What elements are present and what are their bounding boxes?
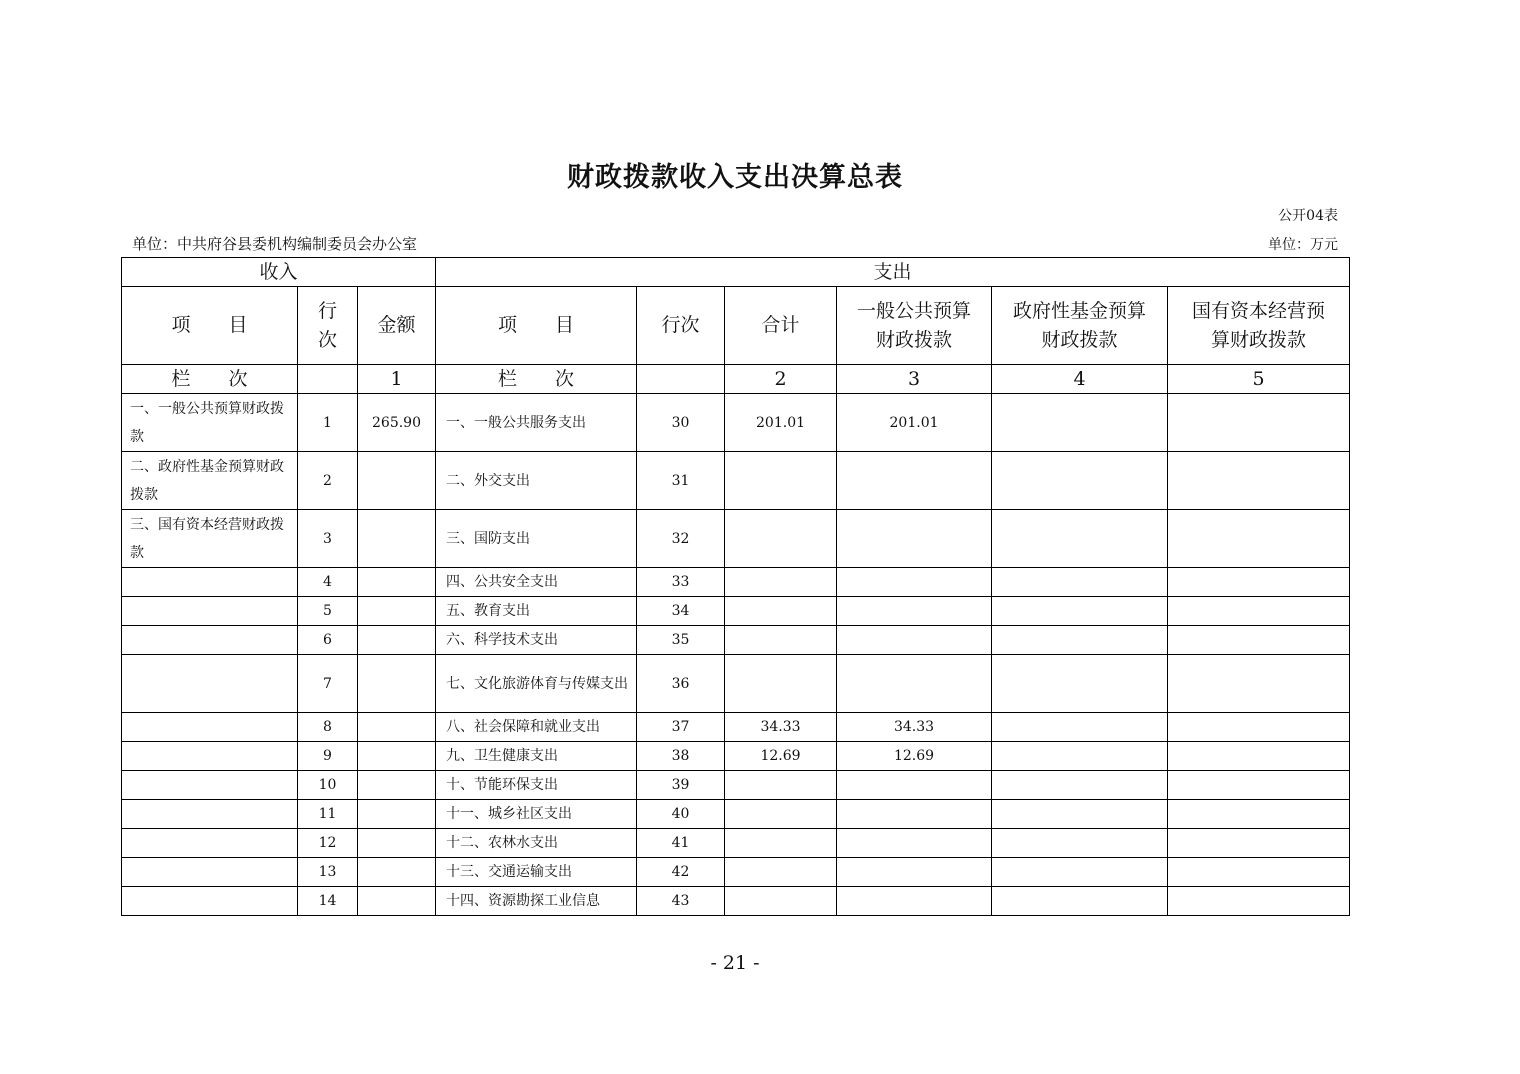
income-row-no-cell: 1 (298, 394, 358, 452)
income-amount-cell (358, 597, 436, 626)
general-budget-cell (837, 655, 992, 713)
table-row (122, 655, 1350, 713)
header-income-row-no-label: 行 次 (317, 299, 337, 351)
col-1: 1 (358, 365, 436, 394)
income-amount-cell (358, 626, 436, 655)
gov-fund-cell (992, 568, 1168, 597)
table-row (122, 713, 1350, 742)
income-amount-cell (358, 800, 436, 829)
state-capital-cell (1168, 655, 1350, 713)
expense-item-cell: 五、教育支出 (436, 597, 637, 626)
gov-fund-cell (992, 655, 1168, 713)
gov-fund-cell (992, 394, 1168, 452)
table-row (122, 771, 1350, 800)
income-amount-cell (358, 771, 436, 800)
state-capital-cell (1168, 742, 1350, 771)
expense-row-no-cell: 43 (637, 887, 725, 916)
total-cell (725, 829, 837, 858)
total-cell (725, 510, 837, 568)
header-total: 合计 (725, 287, 837, 365)
col-4: 4 (992, 365, 1168, 394)
income-amount-cell (358, 713, 436, 742)
income-row-no-cell: 11 (298, 800, 358, 829)
expense-row-no-cell: 36 (637, 655, 725, 713)
expense-row-no-cell: 32 (637, 510, 725, 568)
table-row (122, 597, 1350, 626)
expense-item-cell: 七、文化旅游体育与传媒支出 (436, 655, 637, 713)
table-row (122, 394, 1350, 452)
table-row (122, 626, 1350, 655)
col-label-income: 栏 次 (122, 365, 298, 394)
income-row-no-cell: 14 (298, 887, 358, 916)
total-cell: 201.01 (725, 394, 837, 452)
total-cell (725, 655, 837, 713)
income-amount-cell (358, 568, 436, 597)
col-label-expense: 栏 次 (436, 365, 637, 394)
income-amount-cell (358, 887, 436, 916)
header-state-capital-label: 国有资本经营预 算财政拨款 (1192, 299, 1326, 351)
expense-item-cell: 十三、交通运输支出 (436, 858, 637, 887)
table-row (122, 829, 1350, 858)
state-capital-cell (1168, 394, 1350, 452)
general-budget-cell (837, 568, 992, 597)
unit-currency: 单位：万元 (1268, 237, 1338, 253)
income-row-no-cell: 2 (298, 452, 358, 510)
income-amount-cell (358, 829, 436, 858)
general-budget-cell: 12.69 (837, 742, 992, 771)
income-item-cell: 二、政府性基金预算财政拨款 (122, 452, 298, 510)
general-budget-cell (837, 771, 992, 800)
table-row (122, 510, 1350, 568)
appropriation-table (121, 257, 1350, 916)
header-general-budget (837, 287, 992, 365)
general-budget-cell (837, 800, 992, 829)
col-3: 3 (837, 365, 992, 394)
expense-row-no-cell: 30 (637, 394, 725, 452)
state-capital-cell (1168, 452, 1350, 510)
income-item-cell: 一、一般公共预算财政拨款 (122, 394, 298, 452)
table-row (122, 887, 1350, 916)
income-section-header: 收入 (122, 258, 436, 287)
expense-item-cell: 八、社会保障和就业支出 (436, 713, 637, 742)
total-cell (725, 568, 837, 597)
general-budget-cell (837, 858, 992, 887)
table-row (122, 858, 1350, 887)
header-state-capital (1168, 287, 1350, 365)
expense-item-cell: 二、外交支出 (436, 452, 637, 510)
expense-item-cell: 三、国防支出 (436, 510, 637, 568)
income-item-cell (122, 713, 298, 742)
general-budget-cell: 201.01 (837, 394, 992, 452)
income-row-no-cell: 5 (298, 597, 358, 626)
total-cell: 12.69 (725, 742, 837, 771)
state-capital-cell (1168, 887, 1350, 916)
expense-row-no-cell: 42 (637, 858, 725, 887)
income-amount-cell (358, 452, 436, 510)
income-row-no-cell: 4 (298, 568, 358, 597)
income-amount-cell (358, 858, 436, 887)
total-cell (725, 887, 837, 916)
header-amount: 金额 (358, 287, 436, 365)
expense-item-cell: 一、一般公共服务支出 (436, 394, 637, 452)
page-number: - 21 - (710, 952, 760, 974)
state-capital-cell (1168, 858, 1350, 887)
general-budget-cell (837, 626, 992, 655)
gov-fund-cell (992, 771, 1168, 800)
total-cell (725, 858, 837, 887)
income-item-cell (122, 829, 298, 858)
general-budget-cell (837, 829, 992, 858)
form-number: 公开04表 (1278, 208, 1338, 224)
total-cell (725, 626, 837, 655)
expense-section-header: 支出 (436, 258, 1350, 287)
expense-row-no-cell: 31 (637, 452, 725, 510)
header-expense-item: 项 目 (436, 287, 637, 365)
header-income-row-no (298, 287, 358, 365)
income-amount-cell (358, 655, 436, 713)
expense-row-no-cell: 35 (637, 626, 725, 655)
general-budget-cell (837, 597, 992, 626)
general-budget-cell (837, 510, 992, 568)
state-capital-cell (1168, 713, 1350, 742)
expense-item-cell: 六、科学技术支出 (436, 626, 637, 655)
col-5: 5 (1168, 365, 1350, 394)
expense-row-no-cell: 37 (637, 713, 725, 742)
income-amount-cell: 265.90 (358, 394, 436, 452)
expense-item-cell: 十四、资源勘探工业信息 (436, 887, 637, 916)
expense-row-no-cell: 38 (637, 742, 725, 771)
col-2: 2 (725, 365, 837, 394)
gov-fund-cell (992, 452, 1168, 510)
state-capital-cell (1168, 510, 1350, 568)
gov-fund-cell (992, 597, 1168, 626)
state-capital-cell (1168, 771, 1350, 800)
total-cell (725, 771, 837, 800)
gov-fund-cell (992, 713, 1168, 742)
income-item-cell (122, 800, 298, 829)
state-capital-cell (1168, 829, 1350, 858)
gov-fund-cell (992, 800, 1168, 829)
income-item-cell (122, 568, 298, 597)
income-item-cell (122, 858, 298, 887)
income-item-cell: 三、国有资本经营财政拨款 (122, 510, 298, 568)
expense-row-no-cell: 40 (637, 800, 725, 829)
income-row-no-cell: 10 (298, 771, 358, 800)
expense-row-no-cell: 34 (637, 597, 725, 626)
expense-row-no-cell: 33 (637, 568, 725, 597)
income-item-cell (122, 655, 298, 713)
income-item-cell (122, 597, 298, 626)
income-row-no-cell: 12 (298, 829, 358, 858)
gov-fund-cell (992, 829, 1168, 858)
income-item-cell (122, 887, 298, 916)
income-row-no-cell: 3 (298, 510, 358, 568)
header-income-item: 项 目 (122, 287, 298, 365)
table-row (122, 800, 1350, 829)
page-title: 财政拨款收入支出决算总表 (567, 162, 903, 193)
gov-fund-cell (992, 742, 1168, 771)
gov-fund-cell (992, 626, 1168, 655)
header-gov-fund (992, 287, 1168, 365)
total-cell (725, 452, 837, 510)
header-gov-fund-label: 政府性基金预算 财政拨款 (1013, 299, 1147, 351)
col-empty-2 (637, 365, 725, 394)
income-amount-cell (358, 742, 436, 771)
income-row-no-cell: 7 (298, 655, 358, 713)
state-capital-cell (1168, 597, 1350, 626)
header-expense-row-no: 行次 (637, 287, 725, 365)
general-budget-cell (837, 887, 992, 916)
table-row (122, 568, 1350, 597)
expense-item-cell: 九、卫生健康支出 (436, 742, 637, 771)
state-capital-cell (1168, 800, 1350, 829)
income-item-cell (122, 771, 298, 800)
expense-item-cell: 四、公共安全支出 (436, 568, 637, 597)
total-cell (725, 597, 837, 626)
expense-row-no-cell: 41 (637, 829, 725, 858)
unit-organization: 单位：中共府谷县委机构编制委员会办公室 (132, 235, 418, 253)
income-row-no-cell: 13 (298, 858, 358, 887)
expense-item-cell: 十二、农林水支出 (436, 829, 637, 858)
state-capital-cell (1168, 568, 1350, 597)
expense-row-no-cell: 39 (637, 771, 725, 800)
income-item-cell (122, 742, 298, 771)
gov-fund-cell (992, 858, 1168, 887)
general-budget-cell: 34.33 (837, 713, 992, 742)
income-item-cell (122, 626, 298, 655)
header-general-budget-label: 一般公共预算 财政拨款 (857, 299, 972, 351)
income-amount-cell (358, 510, 436, 568)
expense-item-cell: 十、节能环保支出 (436, 771, 637, 800)
table-row (122, 452, 1350, 510)
state-capital-cell (1168, 626, 1350, 655)
total-cell (725, 800, 837, 829)
general-budget-cell (837, 452, 992, 510)
income-row-no-cell: 8 (298, 713, 358, 742)
expense-item-cell: 十一、城乡社区支出 (436, 800, 637, 829)
gov-fund-cell (992, 510, 1168, 568)
col-empty (298, 365, 358, 394)
income-row-no-cell: 6 (298, 626, 358, 655)
gov-fund-cell (992, 887, 1168, 916)
table-row (122, 742, 1350, 771)
total-cell: 34.33 (725, 713, 837, 742)
income-row-no-cell: 9 (298, 742, 358, 771)
